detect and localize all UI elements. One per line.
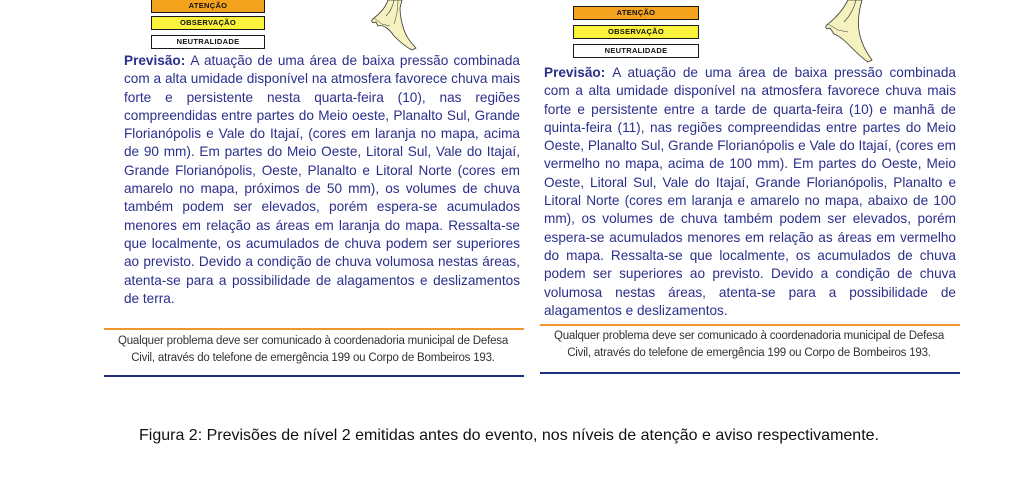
forecast-label: Previsão [124,53,181,68]
state-map [808,0,918,64]
civil-defense-notice: Qualquer problema deve ser comunicado à coordenadoria municipal de Defesa Civil, através do telefone de emergência 199 ou Corpo de Bombeiros 193. [553,330,945,359]
figure-caption: Figura 2: Previsões de nível 2 emitidas antes do evento, nos níveis de atenção e aviso respectivamente. [139,427,879,444]
legend-neutrality: NEUTRALIDADE [151,35,265,49]
orange-divider [104,328,524,330]
forecast-body: A atuação de uma área de baixa pressão combinada com a alta umidade disponível na atmosfera favorece chuva mais forte e persistente entre a tarde de quarta-feira (10) e manhã de quinta-feira (11), nas regiões compreendidas entre partes do Meio Oeste, Planalto Sul, Grande Florianópolis e Vale do Itajaí, (cores em vermelho no mapa, acima de 100 mm). Em partes do Oeste, Meio Oeste, Litoral Sul, Vale do Itajaí, Grande Florianópolis, Planalto e Litoral Norte (cores em laranja e amarelo no mapa, abaixo de 100 mm), os volumes de chuva também podem ser elevados, porém espera-se acumulados menores em relação as áreas em vermelho do mapa. Ressalta-se que localmente, os acumulados de chuva podem ser superiores ao previsto. Devido a condição de chuva volumosa nestas áreas, atenta-se para a possibilidade de alagamentos e deslizamentos. [544,65,956,318]
legend-observation: OBSERVAÇÃO [573,25,699,39]
legend-neutrality: NEUTRALIDADE [573,44,699,58]
orange-divider [540,324,960,326]
forecast-text: Previsão: A atuação de uma área de baixa pressão combinada com a alta umidade disponível na atmosfera favorece chuva mais forte e persistente entre a tarde de quarta-feira (10) e manhã de quinta-feira (11), nas regiões compreendidas entre partes do Meio Oeste, Planalto Sul, Grande Florianópolis e Vale do Itajaí, (cores em vermelho no mapa, acima de 100 mm). Em partes do Oeste, Meio Oeste, Litoral Sul, Vale do Itajaí, Grande Florianópolis, Planalto e Litoral Norte (cores em laranja e amarelo no mapa, abaixo de 100 mm), os volumes de chuva também podem ser elevados, porém espera-se acumulados menores em relação as áreas em vermelho do mapa. Ressalta-se que localmente, os acumulados de chuva podem ser superiores ao previsto. Devido a condição de chuva volumosa nestas áreas, atenta-se para a possibilidade de alagamentos e deslizamentos. [544,65,956,318]
legend-attention: ATENÇÃO [573,6,699,20]
forecast-body: A atuação de uma área de baixa pressão combinada com a alta umidade disponível na atmosfera favorece chuva mais forte e persistente nesta quarta-feira (10), nas regiões compreendidas entre partes do Meio oeste, Planalto Sul, Grande Florianópolis e Vale do Itajaí, (cores em laranja no mapa, acima de 90 mm). Em partes do Meio Oeste, Litoral Sul, Vale do Itajaí, Grande Florianópolis, Oeste, Planalto e Litoral Norte (cores em amarelo no mapa, próximos de 50 mm), os volumes de chuva também podem ser elevados, porém espera-se acumulados menores em relação as áreas em laranja do mapa. Ressalta-se que localmente, os acumulados de chuva podem ser superiores ao previsto. Devido a condição de chuva volumosa nestas áreas, atenta-se para a possibilidade de alagamentos e deslizamentos de terra. [124,53,520,306]
legend-observation: OBSERVAÇÃO [151,16,265,30]
forecast-label: Previsão [544,65,601,80]
navy-divider [104,375,524,377]
forecast-text: Previsão: A atuação de uma área de baixa pressão combinada com a alta umidade disponível na atmosfera favorece chuva mais forte e persistente nesta quarta-feira (10), nas regiões compreendidas entre partes do Meio oeste, Planalto Sul, Grande Florianópolis e Vale do Itajaí, (cores em laranja no mapa, acima de 90 mm). Em partes do Meio Oeste, Litoral Sul, Vale do Itajaí, Grande Florianópolis, Oeste, Planalto e Litoral Norte (cores em amarelo no mapa, próximos de 50 mm), os volumes de chuva também podem ser elevados, porém espera-se acumulados menores em relação as áreas em laranja do mapa. Ressalta-se que localmente, os acumulados de chuva podem ser superiores ao previsto. Devido a condição de chuva volumosa nestas áreas, atenta-se para a possibilidade de alagamentos e deslizamentos de terra. [124,53,520,306]
navy-divider [540,372,960,374]
forecast-panel-left [104,0,524,380]
civil-defense-notice: Qualquer problema deve ser comunicado à coordenadoria municipal de Defesa Civil, através do telefone de emergência 199 ou Corpo de Bombeiros 193. [117,335,509,364]
legend-attention: ATENÇÃO [151,0,265,13]
state-map [360,0,470,54]
forecast-panel-right [540,0,960,378]
